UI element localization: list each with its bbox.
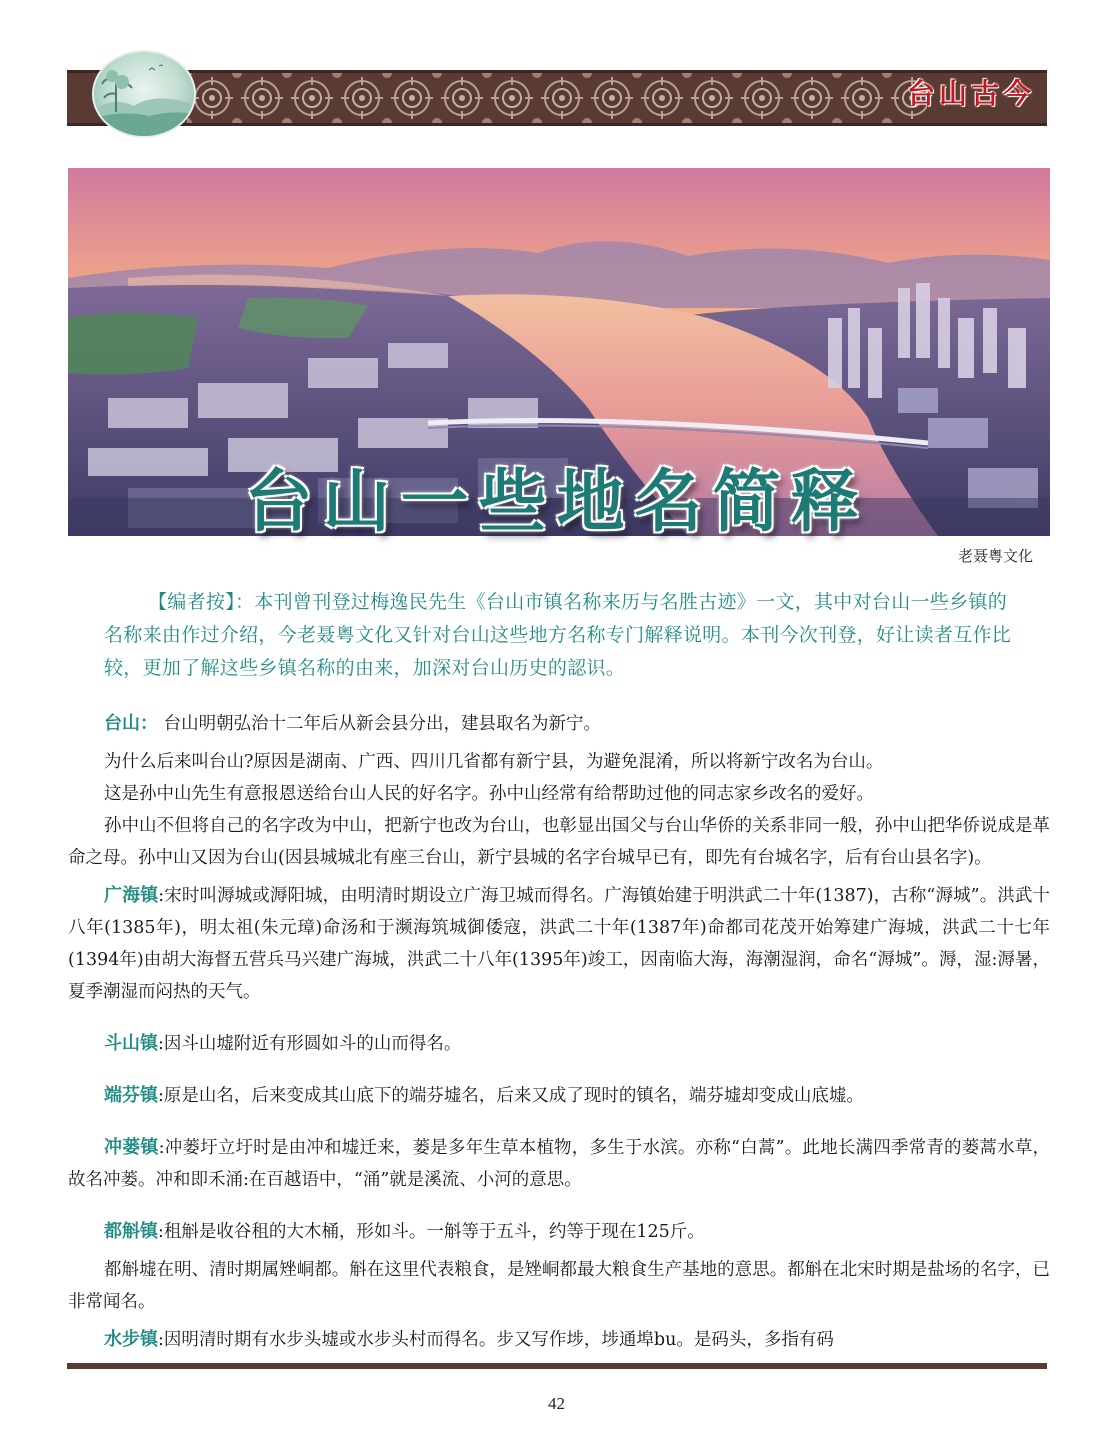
entry-term: 斗山镇 <box>104 1033 158 1054</box>
header-band <box>67 70 1047 126</box>
paragraph: 这是孙中山先生有意报恩送给台山人民的好名字。孙中山经常有给帮助过他的同志家乡改名的爱好。 <box>104 784 874 804</box>
entry-text: :冲蒌圩立圩时是由冲和墟迁来，蒌是多年生草本植物，多生于水滨。亦称“白蒿”。此地长满四季常青的蒌蒿水草，故名冲蒌。冲和即禾涌:在百越语中，“涌”就是溪流、小河的意思。 <box>68 1138 1051 1190</box>
paragraph: 都斛墟在明、清时期属矬峒都。斛在这里代表粮食，是矬峒都最大粮食生产基地的意思。都斛在北宋时期是盐场的名字，已非常闻名。 <box>68 1260 1050 1312</box>
ornamental-pattern <box>187 73 927 123</box>
entry-term: 水步镇 <box>104 1329 158 1350</box>
paragraph: 为什么后来叫台山?原因是湖南、广西、四川几省都有新宁县，为避免混淆，所以将新宁改名为台山。 <box>104 752 884 772</box>
footer-rule <box>67 1363 1047 1369</box>
entry-term: 都斛镇 <box>104 1221 158 1242</box>
entry-shuibu <box>68 1324 1050 1356</box>
editor-note: 【编者按】：本刊曾刊登过梅逸民先生《台山市镇名称来历与名胜古迹》一文，其中对台山一些乡镇的名称来由作过介绍，今老聂粤文化又针对台山这些地方名称专门解释说明。本刊今次刊登，好让读者互作比较，更加了解这些乡镇名称的由来，加深对台山历史的認识。 <box>104 591 1012 679</box>
entry-term: 广海镇 <box>104 885 159 906</box>
landscape-medallion <box>92 50 196 138</box>
entry-term: 端芬镇 <box>104 1085 158 1106</box>
entry-term: 冲蒌镇 <box>104 1137 159 1158</box>
hero-title: 台山一些地名简释 <box>244 462 869 542</box>
entry-guanghai <box>68 880 1050 1008</box>
entry-douhu <box>68 1216 1050 1248</box>
entry-text: :因斗山墟附近有形圆如斗的山而得名。 <box>158 1034 462 1054</box>
page-number: 42 <box>548 1394 565 1413</box>
paragraph: 孙中山不但将自己的名字改为中山，把新宁也改为台山，也彰显出国父与台山华侨的关系非同一般，孙中山把华侨说成是革命之母。孙中山又因为台山(因县城城北有座三台山，新宁县城的名字台城早已有，即先有台城名字，后有台山县名字)。 <box>68 816 1050 868</box>
entry-taishan <box>68 708 1050 740</box>
entry-text: 台山明朝弘治十二年后从新会县分出，建县取名为新宁。 <box>158 714 602 734</box>
section-title: 台山古今 <box>906 77 1035 110</box>
entry-text: :宋时叫溽城或溽阳城，由明清时期设立广海卫城而得名。广海镇始建于明洪武二十年(1387)，古称“溽城”。洪武十八年(1385年)，明太祖(朱元璋)命汤和于濒海筑城御倭寇，洪武二十年(1387年)命都司花茂开始筹建广海城，洪武二十七年(1394年)由胡大海督五营兵马兴建广海城，洪武二十八年(1395年)竣工，因南临大海，海潮湿润，命名“溽城”。溽，湿:溽暑，夏季潮湿而闷热的天气。 <box>68 886 1050 1002</box>
entry-doushan <box>68 1028 1050 1060</box>
entry-duanfen <box>68 1080 1050 1112</box>
entry-text: :因明清时期有水步头墟或水步头村而得名。步又写作埗，埗通埠bu。是码头，多指有码 <box>158 1330 834 1350</box>
entry-term: 台山： <box>104 713 158 734</box>
article-body <box>68 708 1050 1356</box>
photo-credit: 老聂粤文化 <box>957 547 1033 565</box>
entry-chonglou <box>68 1132 1050 1196</box>
entry-text: :原是山名，后来变成其山底下的端芬墟名，后来又成了现时的镇名，端芬墟却变成山底墟。 <box>158 1086 864 1106</box>
entry-text: :租斛是收谷租的大木桶，形如斗。一斛等于五斗，约等于现在125斤。 <box>158 1222 705 1242</box>
